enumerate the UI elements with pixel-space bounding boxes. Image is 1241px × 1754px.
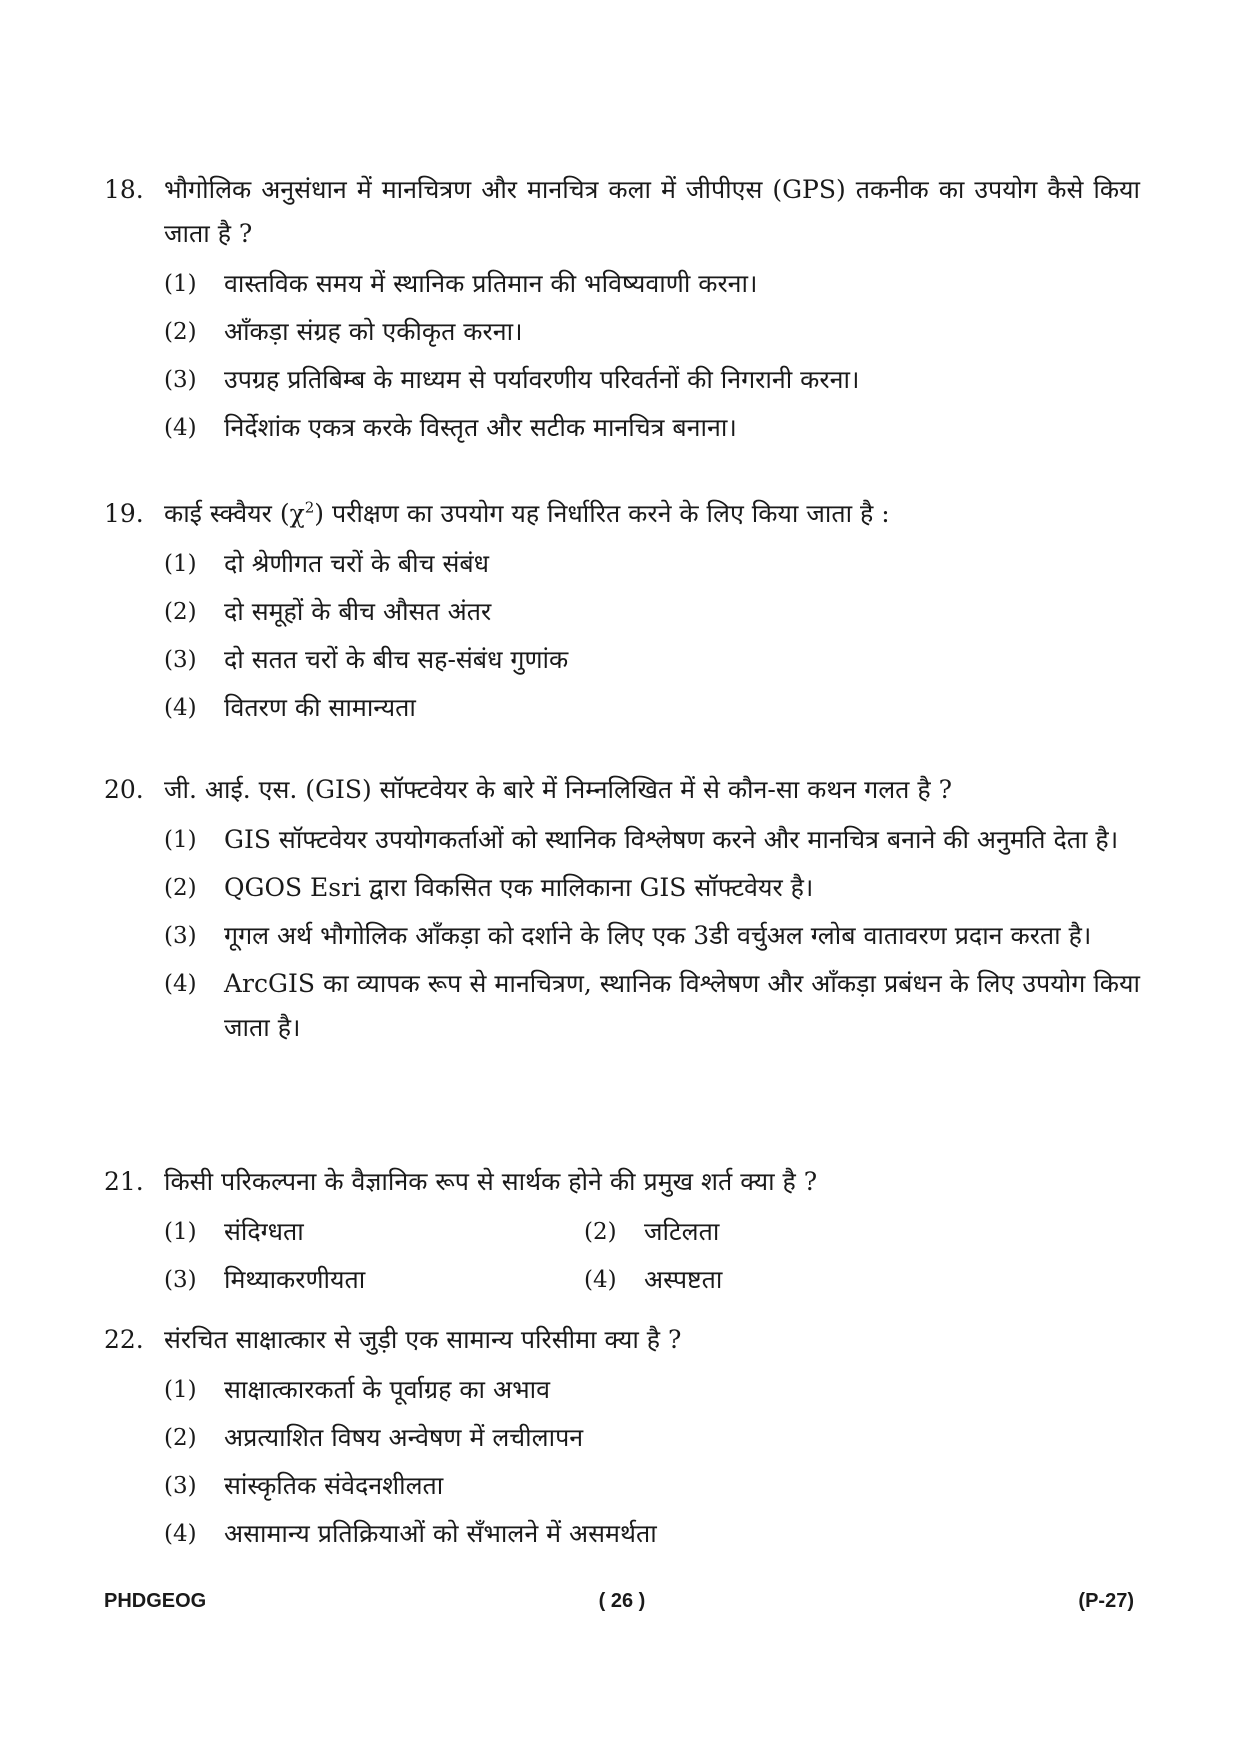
option bbox=[164, 590, 1140, 634]
option-text: आँकड़ा संग्रह को एकीकृत करना। bbox=[224, 317, 523, 346]
option-number: (2) bbox=[164, 1425, 197, 1451]
page-footer bbox=[104, 1590, 1140, 1620]
option bbox=[164, 1512, 1140, 1556]
option-text: संदिग्धता bbox=[224, 1217, 304, 1246]
option-number: (4) bbox=[164, 695, 197, 721]
option-text: अप्रत्याशित विषय अन्वेषण में लचीलापन bbox=[224, 1423, 584, 1452]
option-text: GIS सॉफ्टवेयर उपयोगकर्ताओं को स्थानिक विश्लेषण करने और मानचित्र बनाने की अनुमति देता है। bbox=[224, 825, 1119, 854]
option-text: अस्पष्टता bbox=[644, 1265, 723, 1294]
option bbox=[164, 1258, 584, 1302]
option-number: (1) bbox=[164, 551, 197, 577]
options-list bbox=[164, 262, 1140, 450]
question-text: किसी परिकल्पना के वैज्ञानिक रूप से सार्थक होने की प्रमुख शर्त क्या है ? bbox=[164, 1167, 818, 1196]
option-number: (3) bbox=[164, 1267, 197, 1293]
option-text: दो श्रेणीगत चरों के बीच संबंध bbox=[224, 549, 490, 578]
option-number: (4) bbox=[164, 1521, 197, 1547]
question-text-start: काई स्क्वैयर (χ bbox=[164, 499, 305, 528]
option-text: साक्षात्कारकर्ता के पूर्वाग्रह का अभाव bbox=[224, 1375, 551, 1404]
option-text: सांस्कृतिक संवेदनशीलता bbox=[224, 1471, 444, 1500]
option-text: दो सतत चरों के बीच सह-संबंध गुणांक bbox=[224, 645, 569, 674]
question-text-end: ) परीक्षण का उपयोग यह निर्धारित करने के लिए किया जाता है : bbox=[314, 499, 890, 528]
question-text bbox=[164, 492, 1140, 536]
option-number: (4) bbox=[584, 1267, 617, 1293]
option-number: (3) bbox=[164, 367, 197, 393]
option-text: गूगल अर्थ भौगोलिक आँकड़ा को दर्शाने के लिए एक 3डी वर्चुअल ग्लोब वातावरण प्रदान करता है। bbox=[224, 921, 1092, 950]
question-20 bbox=[104, 768, 1140, 1054]
option-number: (2) bbox=[164, 599, 197, 625]
option bbox=[164, 818, 1140, 862]
option-number: (2) bbox=[584, 1219, 617, 1245]
question-21 bbox=[104, 1160, 1140, 1302]
option-text: QGOS Esri द्वारा विकसित एक मालिकाना GIS सॉफ्टवेयर है। bbox=[224, 873, 814, 902]
options-grid bbox=[164, 1210, 1140, 1302]
option-number: (3) bbox=[164, 647, 197, 673]
option bbox=[164, 1464, 1140, 1508]
option-number: (4) bbox=[164, 971, 197, 997]
option bbox=[164, 914, 1140, 958]
options-list bbox=[164, 542, 1140, 730]
option-number: (3) bbox=[164, 923, 197, 949]
option bbox=[164, 1368, 1140, 1412]
options-list bbox=[164, 818, 1140, 1050]
option-text: असामान्य प्रतिक्रियाओं को सँभालने में असमर्थता bbox=[224, 1519, 657, 1548]
option bbox=[164, 358, 1140, 402]
option-number: (1) bbox=[164, 1219, 197, 1245]
option-number: (2) bbox=[164, 875, 197, 901]
option bbox=[164, 406, 1140, 450]
option bbox=[164, 542, 1140, 586]
question-22 bbox=[104, 1318, 1140, 1560]
series-code: (P-27) bbox=[1078, 1590, 1134, 1612]
option bbox=[164, 686, 1140, 730]
options-list bbox=[164, 1368, 1140, 1556]
option-number: (1) bbox=[164, 827, 197, 853]
question-text: भौगोलिक अनुसंधान में मानचित्रण और मानचित्र कला में जीपीएस (GPS) तकनीक का उपयोग कैसे किया जाता है ? bbox=[164, 175, 1140, 248]
exam-code: PHDGEOG bbox=[104, 1590, 207, 1612]
option-number: (4) bbox=[164, 415, 197, 441]
option-text: मिथ्याकरणीयता bbox=[224, 1265, 366, 1294]
option bbox=[164, 1416, 1140, 1460]
option-text: उपग्रह प्रतिबिम्ब के माध्यम से पर्यावरणीय परिवर्तनों की निगरानी करना। bbox=[224, 365, 860, 394]
option-number: (3) bbox=[164, 1473, 197, 1499]
question-number: 20. bbox=[104, 775, 144, 804]
option bbox=[584, 1258, 1044, 1302]
question-text: जी. आई. एस. (GIS) सॉफ्टवेयर के बारे में निम्नलिखित में से कौन-सा कथन गलत है ? bbox=[164, 775, 952, 804]
option-number: (2) bbox=[164, 319, 197, 345]
question-18 bbox=[104, 168, 1140, 454]
superscript: 2 bbox=[304, 498, 315, 517]
option bbox=[164, 866, 1140, 910]
page-number: ( 26 ) bbox=[598, 1590, 646, 1612]
question-number: 19. bbox=[104, 499, 144, 528]
option bbox=[164, 638, 1140, 682]
option bbox=[164, 1210, 584, 1254]
option-text: दो समूहों के बीच औसत अंतर bbox=[224, 597, 492, 626]
option-number: (1) bbox=[164, 271, 197, 297]
option-text: वास्तविक समय में स्थानिक प्रतिमान की भविष्यवाणी करना। bbox=[224, 269, 758, 298]
option-text: निर्देशांक एकत्र करके विस्तृत और सटीक मानचित्र बनाना। bbox=[224, 413, 737, 442]
option bbox=[584, 1210, 1044, 1254]
question-number: 22. bbox=[104, 1325, 144, 1354]
option-number: (1) bbox=[164, 1377, 197, 1403]
option bbox=[164, 262, 1140, 306]
option-text: जटिलता bbox=[644, 1217, 720, 1246]
option bbox=[164, 310, 1140, 354]
question-19 bbox=[104, 492, 1140, 734]
question-number: 18. bbox=[104, 175, 144, 204]
question-number: 21. bbox=[104, 1167, 144, 1196]
option bbox=[164, 962, 1140, 1050]
question-text: संरचित साक्षात्कार से जुड़ी एक सामान्य परिसीमा क्या है ? bbox=[164, 1325, 682, 1354]
option-text: वितरण की सामान्यता bbox=[224, 693, 416, 722]
option-text: ArcGIS का व्यापक रूप से मानचित्रण, स्थानिक विश्लेषण और आँकड़ा प्रबंधन के लिए उपयोग किया जाता है। bbox=[224, 969, 1140, 1042]
